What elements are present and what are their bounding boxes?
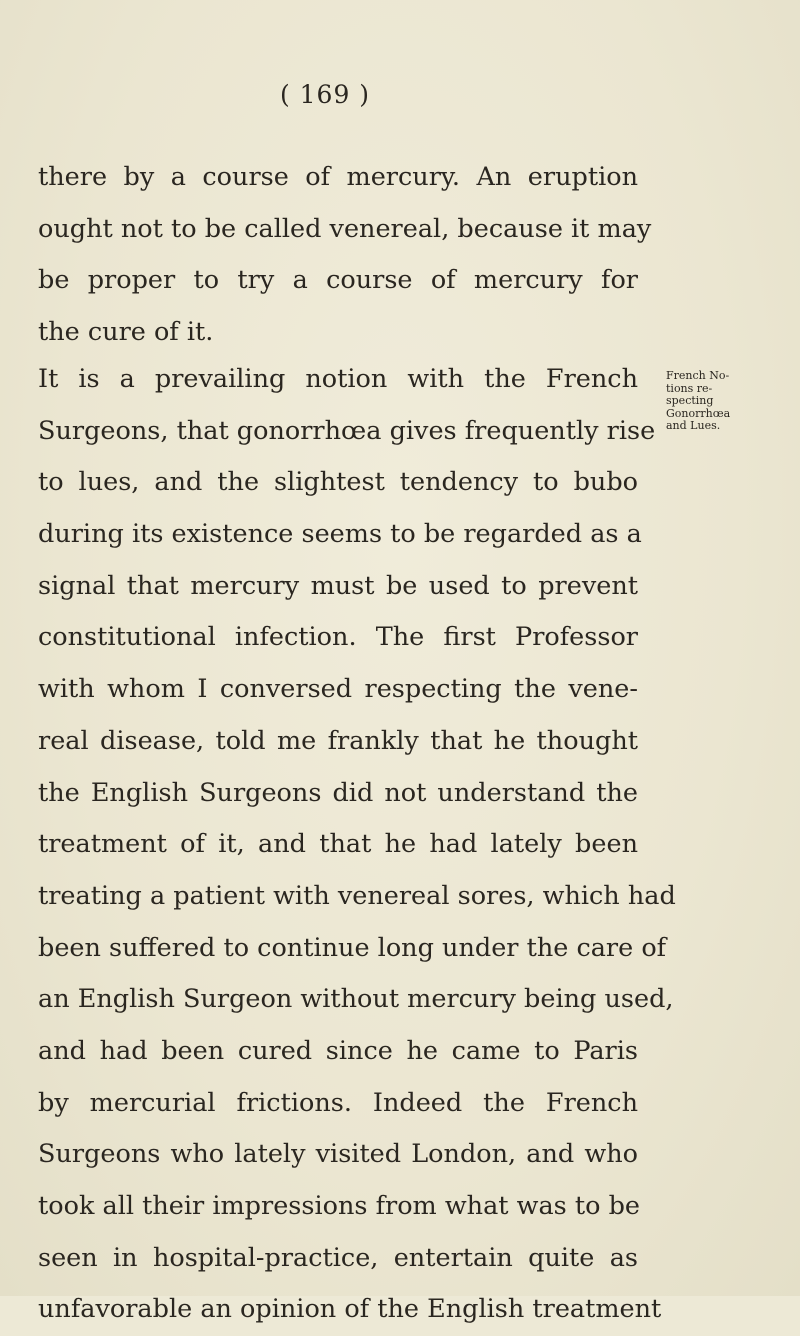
text-line: with whom I conversed respecting the vene- (38, 674, 638, 705)
margin-note-line: tions re- (666, 381, 713, 395)
paragraph-1 (38, 152, 652, 359)
margin-note (666, 370, 796, 433)
text-line: by mercurial frictions. Indeed the French (38, 1087, 638, 1118)
text-line: be proper to try a course of mercury for (38, 265, 638, 296)
margin-note-line: and Lues. (666, 419, 721, 432)
text-line: and had been cured since he came to Paris (38, 1035, 638, 1066)
text-line: It is a prevailing notion with the French (38, 364, 638, 394)
margin-note-line: French No- (666, 369, 730, 382)
paragraph-2 (38, 354, 676, 1336)
text-line: during its existence seems to be regarded as a (38, 519, 642, 550)
text-line: the cure of it. (38, 317, 214, 348)
margin-note-line: Gonorrhœa (666, 406, 731, 420)
text-line: there by a course of mercury. An eruption (38, 162, 638, 192)
text-line: treating a patient with venereal sores, which had (38, 880, 676, 911)
text-line: to lues, and the slightest tendency to bubo (38, 467, 638, 498)
text-line: signal that mercury must be used to prevent (38, 570, 638, 601)
text-line: took all their impressions from what was to be (38, 1191, 640, 1221)
text-line: treatment of it, and that he had lately been (38, 829, 638, 860)
text-line: Surgeons who lately visited London, and who (38, 1139, 638, 1170)
text-line: constitutional infection. The first Professor (38, 622, 638, 653)
text-line: unfavorable an opinion of the English treatment (38, 1294, 662, 1325)
margin-note-line: specting (666, 394, 714, 407)
text-line: been suffered to continue long under the care of (38, 932, 667, 963)
text-line: seen in hospital-practice, entertain quite as (38, 1242, 638, 1273)
text-line: Surgeons, that gonorrhœa gives frequently rise (38, 415, 656, 446)
text-line: ought not to be called venereal, because it may (38, 213, 652, 244)
page-number: ( 169 ) (279, 80, 371, 109)
text-line: real disease, told me frankly that he thought (38, 725, 638, 756)
text-line: the English Surgeons did not understand the (38, 777, 638, 808)
text-line: an English Surgeon without mercury being used, (38, 984, 674, 1015)
